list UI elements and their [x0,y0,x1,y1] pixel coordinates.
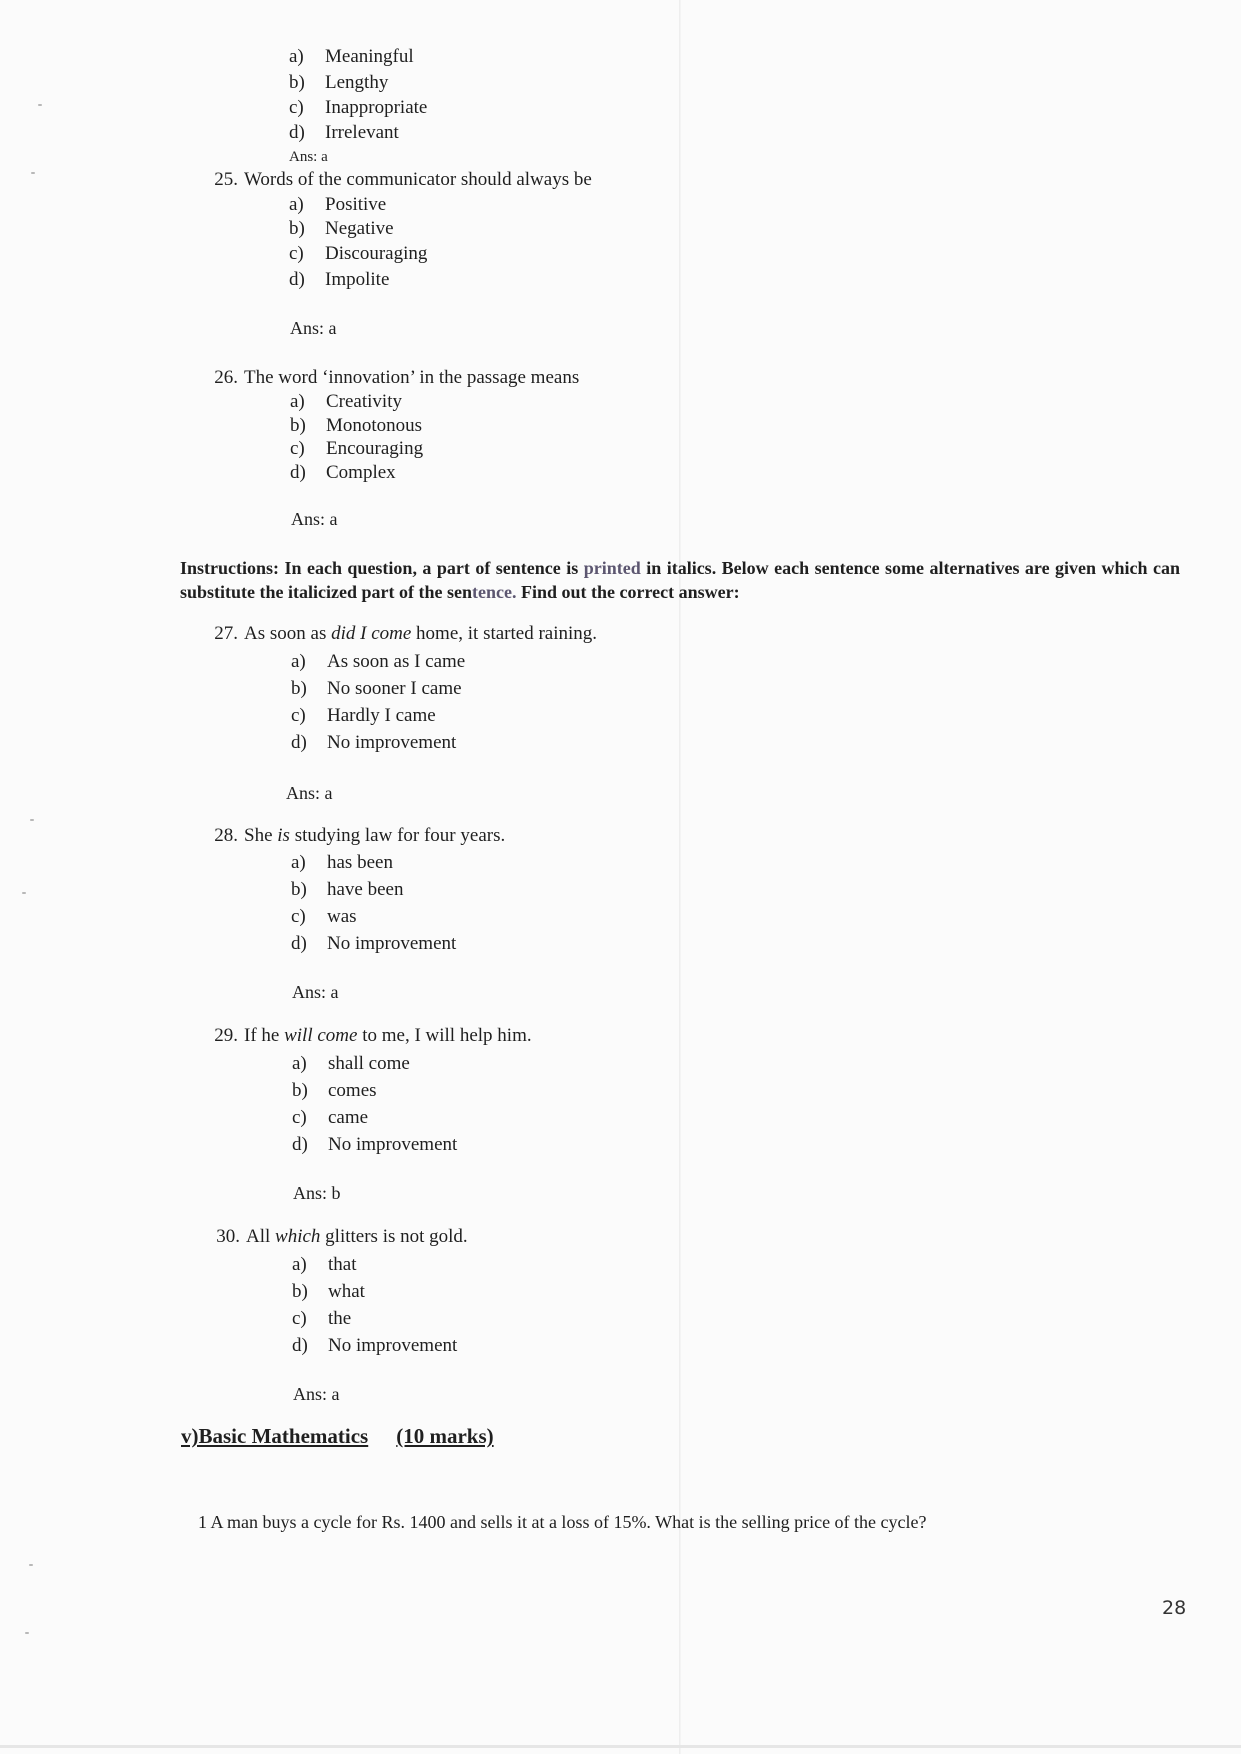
page-number: 28 [1162,1597,1187,1619]
question-25 [200,169,592,191]
italic-phrase: is [277,825,290,846]
section-heading [181,1424,494,1449]
question-text: home, it started raining. [411,623,598,644]
option-text: comes [328,1080,377,1101]
option-text: No improvement [327,732,457,753]
option-text: Impolite [325,269,390,290]
question-number: 27. [214,623,238,644]
option-letter: a) [292,1254,307,1275]
option-letter: b) [290,415,306,436]
option-text: have been [327,879,404,900]
list-item [291,906,357,928]
italic-phrase: will come [284,1025,358,1046]
question-29 [200,1025,532,1047]
option-text: the [328,1308,352,1329]
question-text: Words of the communicator should always be [244,169,592,190]
question-number: 25. [214,169,238,190]
question-number: 28. [214,825,238,846]
list-item [292,1134,457,1156]
option-text: Irrelevant [325,122,399,143]
option-letter: a) [291,651,306,672]
answer-text: Ans: a [290,318,337,338]
option-letter: c) [292,1308,307,1329]
list-item [289,269,389,291]
option-letter: d) [290,462,306,483]
option-letter: c) [289,97,304,118]
scan-speck [38,104,42,106]
option-letter: a) [289,46,304,67]
question-text: glitters is not gold. [320,1226,468,1247]
option-text: No improvement [327,933,457,954]
list-item [289,243,427,265]
instructions-text: in italics. Below each sentence some alternatives are given which can substitute the italicized part of the sen [180,558,1180,602]
question-number: 30. [216,1226,240,1247]
option-letter: b) [291,678,307,699]
instructions-text: printed [583,558,641,578]
option-text: Discouraging [325,243,428,264]
option-text: Positive [325,194,387,215]
option-text: Hardly I came [327,705,436,726]
answer-text: Ans: a [291,509,338,529]
list-item [289,218,394,240]
list-item [291,651,465,673]
question-number: 26. [214,367,238,388]
section-marks: (10 marks) [396,1424,494,1448]
question-number: 29. [214,1025,238,1046]
instructions-text: Instructions: In each question, a part of sentence is [180,558,584,578]
option-letter: d) [289,122,305,143]
option-letter: d) [291,732,307,753]
scan-speck [31,172,35,174]
option-letter: d) [292,1335,308,1356]
instructions-text: tence. [471,582,517,602]
option-text: Creativity [326,391,402,412]
option-text: Negative [325,218,394,239]
answer-text: Ans: a [292,982,339,1002]
option-letter: b) [292,1080,308,1101]
option-text: shall come [328,1053,410,1074]
list-item [292,1335,457,1357]
option-letter: b) [291,879,307,900]
option-letter: d) [291,933,307,954]
option-text: Monotonous [326,415,423,436]
list-item [290,415,422,437]
option-text: Encouraging [326,438,424,459]
italic-phrase: did I come [331,623,412,644]
list-item [291,732,456,754]
question-26 [200,367,579,389]
list-item [292,1281,365,1303]
list-item [291,879,403,901]
option-letter: d) [292,1134,308,1155]
option-text: what [328,1281,365,1302]
list-item [291,705,436,727]
option-letter: d) [289,269,305,290]
question-28 [200,825,505,847]
list-item [291,852,393,874]
answer-text: Ans: a [286,783,333,803]
question-27 [200,623,597,645]
list-item [289,72,388,94]
question-text: As soon as [244,623,332,644]
option-letter: c) [292,1107,307,1128]
list-item [289,194,386,216]
instructions-paragraph [180,556,1180,604]
italic-phrase: which [275,1226,321,1247]
option-letter: c) [289,243,304,264]
list-item [290,391,402,413]
option-letter: a) [292,1053,307,1074]
list-item [292,1080,377,1102]
question-text: If he [244,1025,285,1046]
question-text: All [246,1226,276,1247]
question-text: to me, I will help him. [357,1025,532,1046]
list-item [292,1254,357,1276]
answer-text: Ans: a [289,149,328,165]
option-text: came [328,1107,369,1128]
list-item [289,122,399,144]
scan-speck [25,1632,29,1634]
section-title: v)Basic Mathematics [181,1424,369,1448]
option-letter: c) [291,906,306,927]
question-text: The word ‘innovation’ in the passage means [244,367,580,388]
scan-speck [30,819,34,821]
option-text: that [328,1254,357,1275]
question-30 [202,1226,468,1248]
option-text: was [327,906,357,927]
option-text: No sooner I came [327,678,462,699]
option-text: Meaningful [325,46,414,67]
option-text: has been [327,852,393,873]
list-item [292,1107,368,1129]
list-item [290,438,423,460]
scan-bottom-edge [0,1745,1241,1748]
option-letter: a) [289,194,304,215]
answer-text: Ans: a [293,1384,340,1404]
answer-text: Ans: b [293,1183,341,1203]
option-text: Complex [326,462,396,483]
option-letter: c) [291,705,306,726]
option-letter: a) [291,852,306,873]
scan-speck [29,1564,33,1566]
instructions-text: Find out the correct answer: [516,582,740,602]
list-item [290,462,396,484]
option-text: As soon as I came [327,651,466,672]
list-item [292,1308,351,1330]
option-text: Lengthy [325,72,389,93]
option-letter: c) [290,438,305,459]
list-item [292,1053,410,1075]
question-text: She [244,825,278,846]
option-letter: b) [292,1281,308,1302]
math-question-1: 1 A man buys a cycle for Rs. 1400 and sells it at a loss of 15%. What is the selling price of the cycle? [198,1512,927,1532]
list-item [289,46,414,68]
scan-speck [22,892,26,894]
option-text: No improvement [328,1134,458,1155]
option-letter: b) [289,218,305,239]
list-item [291,678,462,700]
question-text: studying law for four years. [289,825,506,846]
scan-fold-line [679,0,681,1754]
option-text: Inappropriate [325,97,428,118]
list-item [291,933,456,955]
list-item [289,97,427,119]
option-text: No improvement [328,1335,458,1356]
option-letter: a) [290,391,305,412]
option-letter: b) [289,72,305,93]
